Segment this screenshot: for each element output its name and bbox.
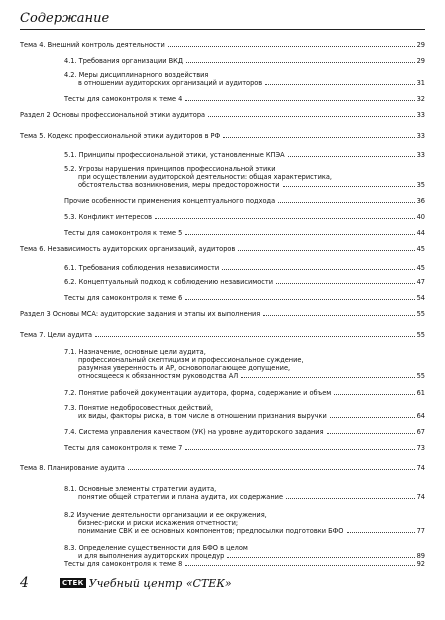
toc-entry[interactable]	[64, 444, 425, 452]
toc-page-number: 73	[416, 444, 425, 452]
toc-entry[interactable]	[20, 41, 425, 49]
toc-page-number: 29	[416, 41, 425, 49]
toc-leader-dots	[265, 84, 414, 85]
toc-leader-dots	[185, 234, 414, 235]
toc-entry-text: Раздел 3 Основы МСА: аудиторские задания и этапы их выполнения	[20, 310, 261, 318]
toc-leader-dots	[334, 394, 414, 395]
toc-leader-dots	[155, 218, 415, 219]
toc-page-number: 45	[416, 264, 425, 272]
toc-page-number: 55	[416, 310, 425, 318]
toc-leader-dots	[286, 498, 415, 499]
toc-page-number: 35	[416, 181, 425, 189]
toc-entry[interactable]	[64, 428, 425, 436]
toc-entry-text: Тесты для самоконтроля к теме 7	[64, 444, 183, 452]
toc-entry-text: в отношении аудиторских организаций и аудиторов	[78, 79, 263, 87]
toc-entry-text: 7.1. Назначение, основные цели аудита,	[64, 348, 206, 356]
toc-entry[interactable]	[20, 331, 425, 339]
header-rule	[20, 29, 425, 30]
toc-entry-text: понятие общей стратегии и плана аудита, их содержание	[78, 493, 284, 501]
toc-entry[interactable]	[20, 310, 425, 318]
toc-entry-text: Тема 4. Внешний контроль деятельности	[20, 41, 165, 49]
toc-entry[interactable]	[64, 264, 425, 272]
toc-entry-text: относящееся к обязанностям руководства АЛ	[78, 372, 239, 380]
toc-entry[interactable]	[64, 151, 425, 159]
toc-page-number: 29	[416, 57, 425, 65]
toc-entry-text: 4.2. Меры дисциплинарного воздействия	[64, 71, 209, 79]
toc-entry[interactable]	[64, 197, 425, 205]
toc-leader-dots	[276, 283, 415, 284]
toc-page-number: 55	[416, 372, 425, 380]
toc-page-number: 33	[416, 111, 425, 119]
toc-leader-dots	[95, 336, 415, 337]
toc-entry[interactable]	[64, 95, 425, 103]
toc-entry[interactable]	[64, 229, 425, 237]
toc-entry-text: 7.4. Система управления качеством (УК) на уровне аудиторского задания	[64, 428, 324, 436]
toc-entry-text: 8.2 Изучение деятельности организации и ее окружения,	[64, 511, 267, 519]
toc-page-number: 45	[416, 245, 425, 253]
toc-entry-text: понимание СВК и ее основных компонентов; предпосылки подготовки БФО	[78, 527, 344, 535]
toc-entry[interactable]	[64, 511, 425, 535]
toc-page-number: 67	[416, 428, 425, 436]
toc-page-number: 77	[416, 527, 425, 535]
toc-page-number: 33	[416, 132, 425, 140]
toc-entry-text: при осуществлении аудиторской деятельности: общая характеристика,	[78, 173, 332, 181]
toc-entry[interactable]	[64, 485, 425, 501]
toc-page-number: 32	[416, 95, 425, 103]
toc-entry-text: 5.1. Принципы профессиональной этики, установленные КПЭА	[64, 151, 285, 159]
toc-leader-dots	[278, 202, 414, 203]
toc-leader-dots	[168, 46, 415, 47]
toc-leader-dots	[238, 250, 414, 251]
toc-entry[interactable]	[64, 57, 425, 65]
toc-leader-dots	[222, 269, 414, 270]
toc-leader-dots	[186, 62, 415, 63]
toc-entry-text: 5.2. Угрозы нарушения принципов профессиональной этики	[64, 165, 276, 173]
toc-leader-dots	[347, 532, 415, 533]
page-number: 4	[20, 575, 29, 591]
toc-page-number: 89	[416, 552, 425, 560]
toc-page-number: 55	[416, 331, 425, 339]
toc-entry-text: их виды, факторы риска, в том числе в отношении признания выручки	[78, 412, 327, 420]
publisher-logo: СТЕК	[62, 579, 84, 587]
toc-page-number: 74	[416, 464, 425, 472]
toc-entry-text: и для выполнения аудиторских процедур	[78, 552, 225, 560]
toc-entry-text: Тесты для самоконтроля к теме 6	[64, 294, 183, 302]
toc-entry-text: Тесты для самоконтроля к теме 5	[64, 229, 183, 237]
toc-leader-dots	[263, 315, 414, 316]
toc-leader-dots	[208, 116, 415, 117]
toc-entry[interactable]	[20, 245, 425, 253]
toc-leader-dots	[185, 449, 414, 450]
toc-entry[interactable]	[64, 544, 425, 560]
toc-page-number: 44	[416, 229, 425, 237]
toc-page-number: 61	[416, 389, 425, 397]
toc-entry[interactable]	[64, 278, 425, 286]
toc-entry-text: Прочие особенности применения концептуального подхода	[64, 197, 276, 205]
toc-entry-text: 6.1. Требования соблюдения независимости	[64, 264, 220, 272]
toc-entry[interactable]	[20, 111, 425, 119]
running-head-title: Содержание	[20, 11, 110, 26]
toc-entry-text: бизнес-риски и риски искажения отчетности;	[78, 519, 239, 527]
toc-leader-dots	[241, 377, 414, 378]
toc-leader-dots	[288, 156, 415, 157]
footer	[20, 575, 232, 591]
toc-entry-text: Тема 7. Цели аудита	[20, 331, 93, 339]
toc-page-number: 47	[416, 278, 425, 286]
toc-leader-dots	[223, 137, 414, 138]
toc-entry-text: Тесты для самоконтроля к теме 4	[64, 95, 183, 103]
toc-leader-dots	[185, 299, 414, 300]
toc-leader-dots	[185, 100, 414, 101]
toc-entry[interactable]	[64, 560, 425, 568]
toc-entry-text: 8.1. Основные элементы стратегии аудита,	[64, 485, 217, 493]
toc-entry[interactable]	[64, 389, 425, 397]
toc-page-number: 74	[416, 493, 425, 501]
toc-entry[interactable]	[64, 294, 425, 302]
toc-page-number: 31	[416, 79, 425, 87]
toc-entry-text: обстоятельства возникновения, меры предосторожности	[78, 181, 280, 189]
toc-entry[interactable]	[64, 213, 425, 221]
toc-entry-text: разумная уверенность и АР, основополагающее допущение,	[78, 364, 291, 372]
toc-entry-text: Тема 8. Планирование аудита	[20, 464, 125, 472]
toc-entry[interactable]	[64, 71, 425, 87]
toc-entry-text: Тема 6. Независимость аудиторских организаций, аудиторов	[20, 245, 236, 253]
toc-entry-text: Тема 5. Кодекс профессиональной этики аудиторов в РФ	[20, 132, 221, 140]
toc-page-number: 92	[416, 560, 425, 568]
toc-page-number: 40	[416, 213, 425, 221]
toc-entry[interactable]	[20, 132, 425, 140]
toc-entry[interactable]	[64, 348, 425, 380]
publisher-name: Учебный центр «СТЕК»	[88, 576, 232, 590]
toc-page-number: 54	[416, 294, 425, 302]
toc-entry-text: Раздел 2 Основы профессиональной этики аудитора	[20, 111, 206, 119]
toc-entry[interactable]	[64, 165, 425, 189]
toc-page-number: 36	[416, 197, 425, 205]
toc-page-number: 64	[416, 412, 425, 420]
toc-entry-text: 7.2. Понятие рабочей документации аудитора, форма, содержание и объем	[64, 389, 332, 397]
toc-entry-text: 8.3. Определение существенности для БФО в целом	[64, 544, 248, 552]
toc-entry-text: 5.3. Конфликт интересов	[64, 213, 153, 221]
toc-entry-text: профессиональный скептицизм и профессиональное суждение,	[78, 356, 304, 364]
toc-leader-dots	[227, 557, 414, 558]
toc-leader-dots	[185, 565, 414, 566]
toc-entry[interactable]	[20, 464, 425, 472]
toc-entry-text: Тесты для самоконтроля к теме 8	[64, 560, 183, 568]
toc-leader-dots	[128, 469, 415, 470]
toc-entry-text: 4.1. Требования организации ВКД	[64, 57, 184, 65]
toc-entry-text: 7.3. Понятие недобросовестных действий,	[64, 404, 213, 412]
toc-entry-text: 6.2. Концептуальный подход к соблюдению независимости	[64, 278, 274, 286]
toc-page-number: 33	[416, 151, 425, 159]
toc-entry[interactable]	[64, 404, 425, 420]
toc-leader-dots	[330, 417, 415, 418]
toc-leader-dots	[283, 186, 415, 187]
toc-leader-dots	[327, 433, 415, 434]
